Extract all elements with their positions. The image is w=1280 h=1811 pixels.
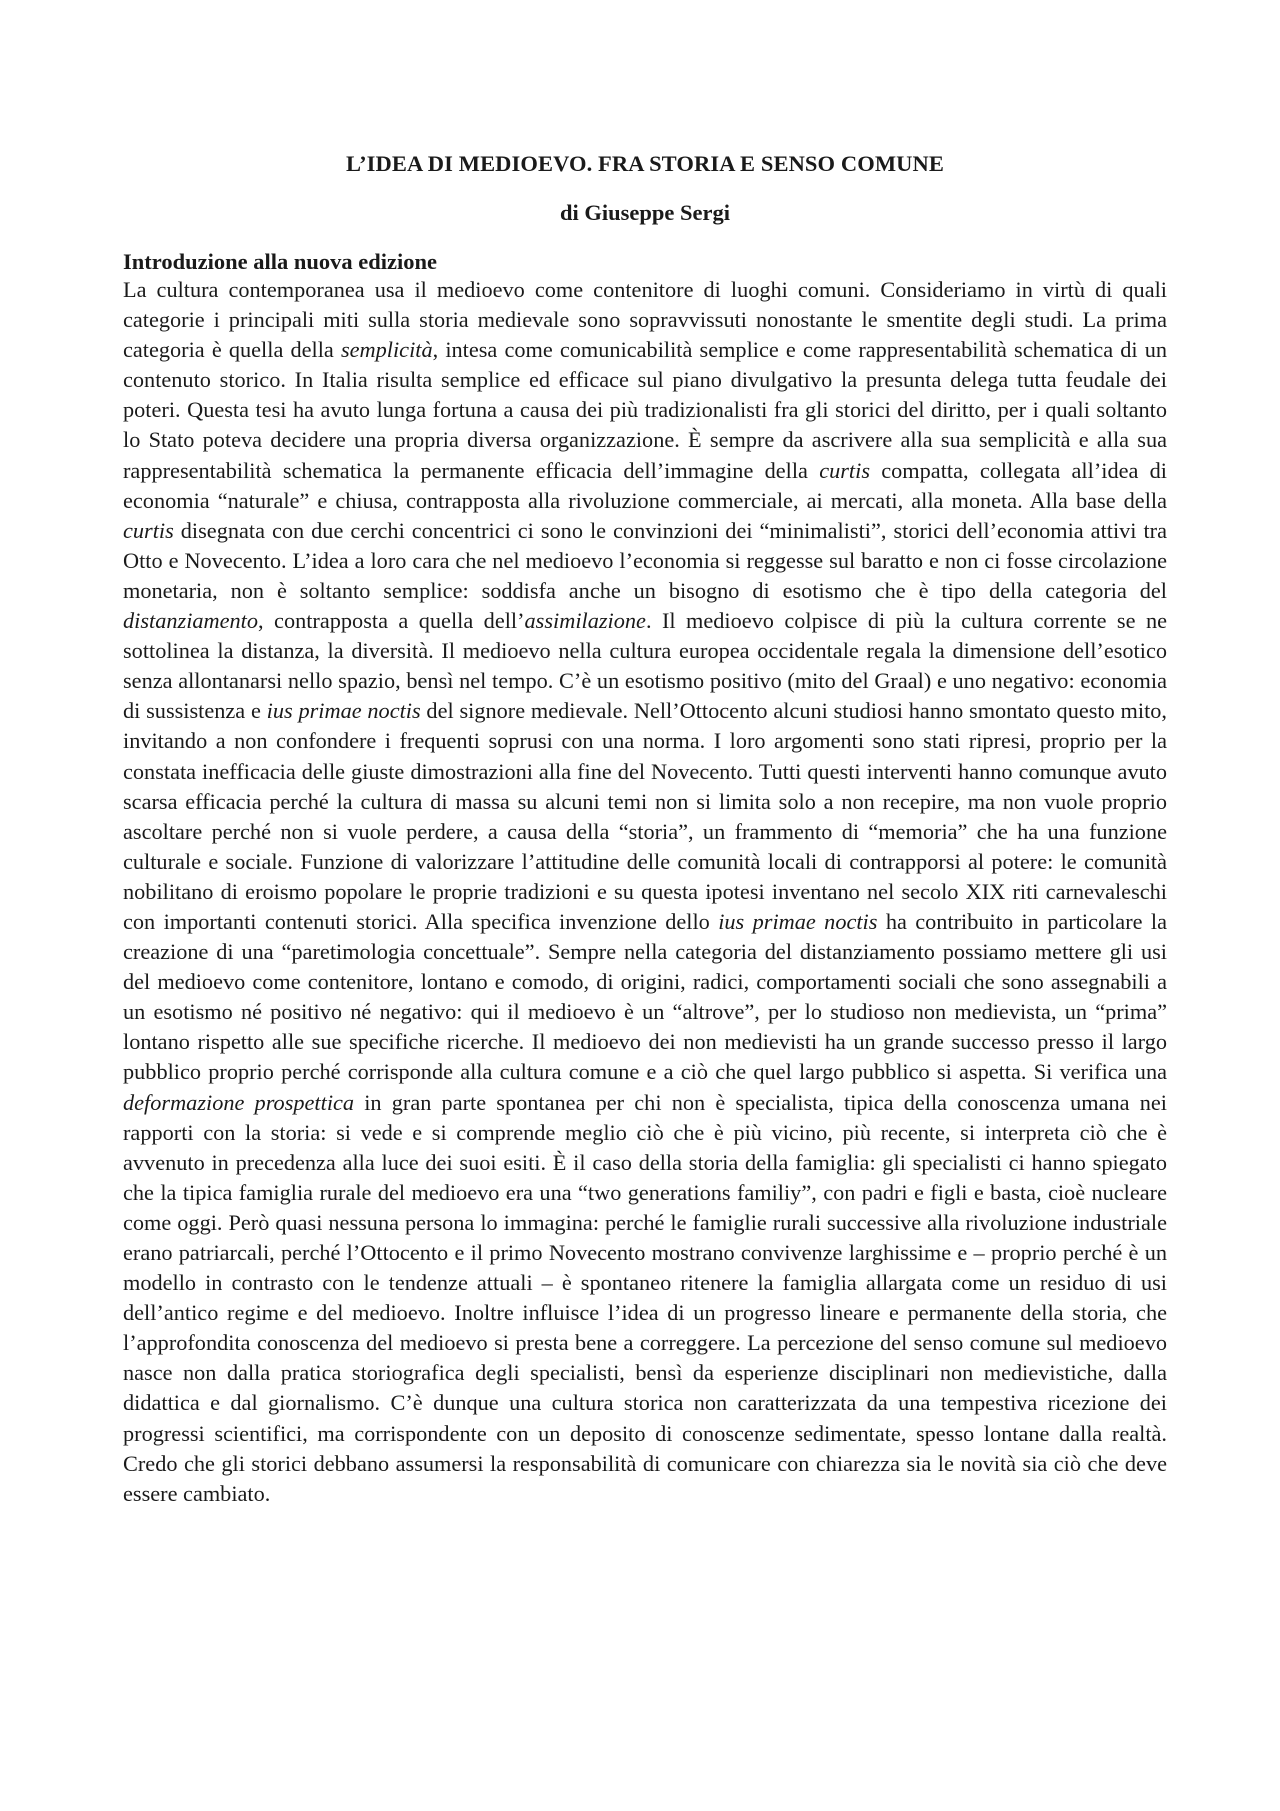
text-run: , contrapposta a quella dell’ [258, 608, 525, 634]
section-heading: Introduzione alla nuova edizione [123, 249, 438, 274]
italic-term: ius primae noctis [266, 698, 421, 724]
italic-term: curtis [819, 457, 870, 483]
text-run: disegnata con due cerchi concentrici ci sono le convinzioni dei “minimalisti”, storici dell’economia attivi tra Otto e Novecento. L’idea a loro cara che nel medioevo l’economia si reggesse sul baratto e non ci fosse circolazione monetaria, non è soltanto semplice: soddisfa anche un bisogno di esotismo che è tipo della categoria del [123, 517, 1167, 603]
text-run: La cultura contemporanea usa il medioevo come contenitore di luoghi comuni. Consideriamo in virtù di quali categorie i principali miti sulla storia medievale sono sopravvissuti nonostante le smentite degli studi. La prima categoria è quella della [123, 277, 1167, 363]
italic-term: distanziamento [123, 608, 259, 634]
document-page [123, 150, 1167, 1509]
italic-term: ius primae noctis [718, 908, 878, 934]
italic-term: assimilazione [524, 608, 646, 634]
document-author: di Giuseppe Sergi [559, 200, 731, 225]
italic-term: curtis [123, 517, 174, 543]
text-run: in gran parte spontanea per chi non è specialista, tipica della conoscenza umana nei rapporti con la storia: si vede e si comprende meglio ciò che è più vicino, più recente, si interpreta ciò che è avvenuto in precedenza alla luce dei suoi esiti. È il caso della storia della famiglia: gli specialisti ci hanno spiegato che la tipica famiglia rurale del medioevo era una “two generations familiy”, con padri e figli e basta, cioè nucleare come oggi. Però quasi nessuna persona lo immagina: perché le famiglie rurali successive alla rivoluzione industriale erano patriarcali, perché l’Ottocento e il primo Novecento mostrano convivenze larghissime e – proprio perché è un modello in contrasto con le tendenze attuali – è spontaneo ritenere la famiglia allargata come un residuo di usi dell’antico regime e del medioevo. Inoltre influisce l’idea di un progresso lineare e permanente della storia, che l’approfondita conoscenza del medioevo si presta bene a correggere. La percezione del senso comune sul medioevo nasce non dalla pratica storiografica degli specialisti, bensì da esperienze disciplinari non medievistiche, dalla didattica e dal giornalismo. C’è dunque una cultura storica non caratterizzata da una tempestiva ricezione dei progressi scientifici, ma corrispondente con un deposito di conoscenze sedimentate, spesso lontane dalla realtà. Credo che gli storici debbano assumersi la responsabilità di comunicare con chiarezza sia le novità sia ciò che deve essere cambiato. [123, 1089, 1167, 1506]
text-run: ha contribuito in particolare la creazione di una “paretimologia concettuale”. Sempre nella categoria del distanziamento possiamo mettere gli usi del medioevo come contenitore, lontano e comodo, di origini, radici, comportamenti sociali che sono assegnabili a un esotismo né positivo né negativo: qui il medioevo è un “altrove”, per lo studioso non medievista, un “prima” lontano rispetto alle sue specifiche ricerche. Il medioevo dei non medievisti ha un grande successo presso il largo pubblico proprio perché corrisponde alla cultura comune e a ciò che quel largo pubblico si aspetta. Si verifica una [123, 908, 1167, 1085]
text-run: , intesa come comunicabilità semplice e come rappresentabilità schematica di un contenuto storico. In Italia risulta semplice ed efficace sul piano divulgativo la presunta delega tutta feudale dei poteri. Questa tesi ha avuto lunga fortuna a causa dei più tradizionalisti fra gli storici del diritto, per i quali soltanto lo Stato poteva decidere una propria diversa organizzazione. È sempre da ascrivere alla sua semplicità e alla sua rappresentabilità schematica la permanente efficacia dell’immagine della [123, 337, 1168, 483]
body-paragraph [123, 275, 1167, 1509]
italic-term: semplicità [340, 337, 433, 363]
document-title: L’IDEA DI MEDIOEVO. FRA STORIA E SENSO COMUNE [346, 151, 944, 176]
text-run: del signore medievale. Nell’Ottocento alcuni studiosi hanno smontato questo mito, invitando a non confondere i frequenti soprusi con una norma. I loro argomenti sono stati ripresi, proprio per la constata inefficacia delle giuste dimostrazioni alla fine del Novecento. Tutti questi interventi hanno comunque avuto scarsa efficacia perché la cultura di massa su alcuni temi non si limita solo a non recepire, ma non vuole proprio ascoltare perché non si vuole perdere, a causa della “storia”, un frammento di “memoria” che ha una funzione culturale e sociale. Funzione di valorizzare l’attitudine delle comunità locali di contrapporsi al potere: le comunità nobilitano di eroismo popolare le proprie tradizioni e su questa ipotesi inventano nel secolo XIX riti carnevaleschi con importanti contenuti storici. Alla specifica invenzione dello [123, 698, 1167, 934]
text-run: compatta, collegata all’idea di economia “naturale” e chiusa, contrapposta alla rivoluzione commerciale, ai mercati, alla moneta. Alla base della [123, 457, 1167, 513]
italic-term: deformazione prospettica [123, 1089, 355, 1115]
text-run: . Il medioevo colpisce di più la cultura corrente se ne sottolinea la distanza, la diversità. Il medioevo nella cultura europea occidentale regala la dimensione dell’esotico senza allontanarsi nello spazio, bensì nel tempo. C’è un esotismo positivo (mito del Graal) e uno negativo: economia di sussistenza e [123, 608, 1167, 724]
